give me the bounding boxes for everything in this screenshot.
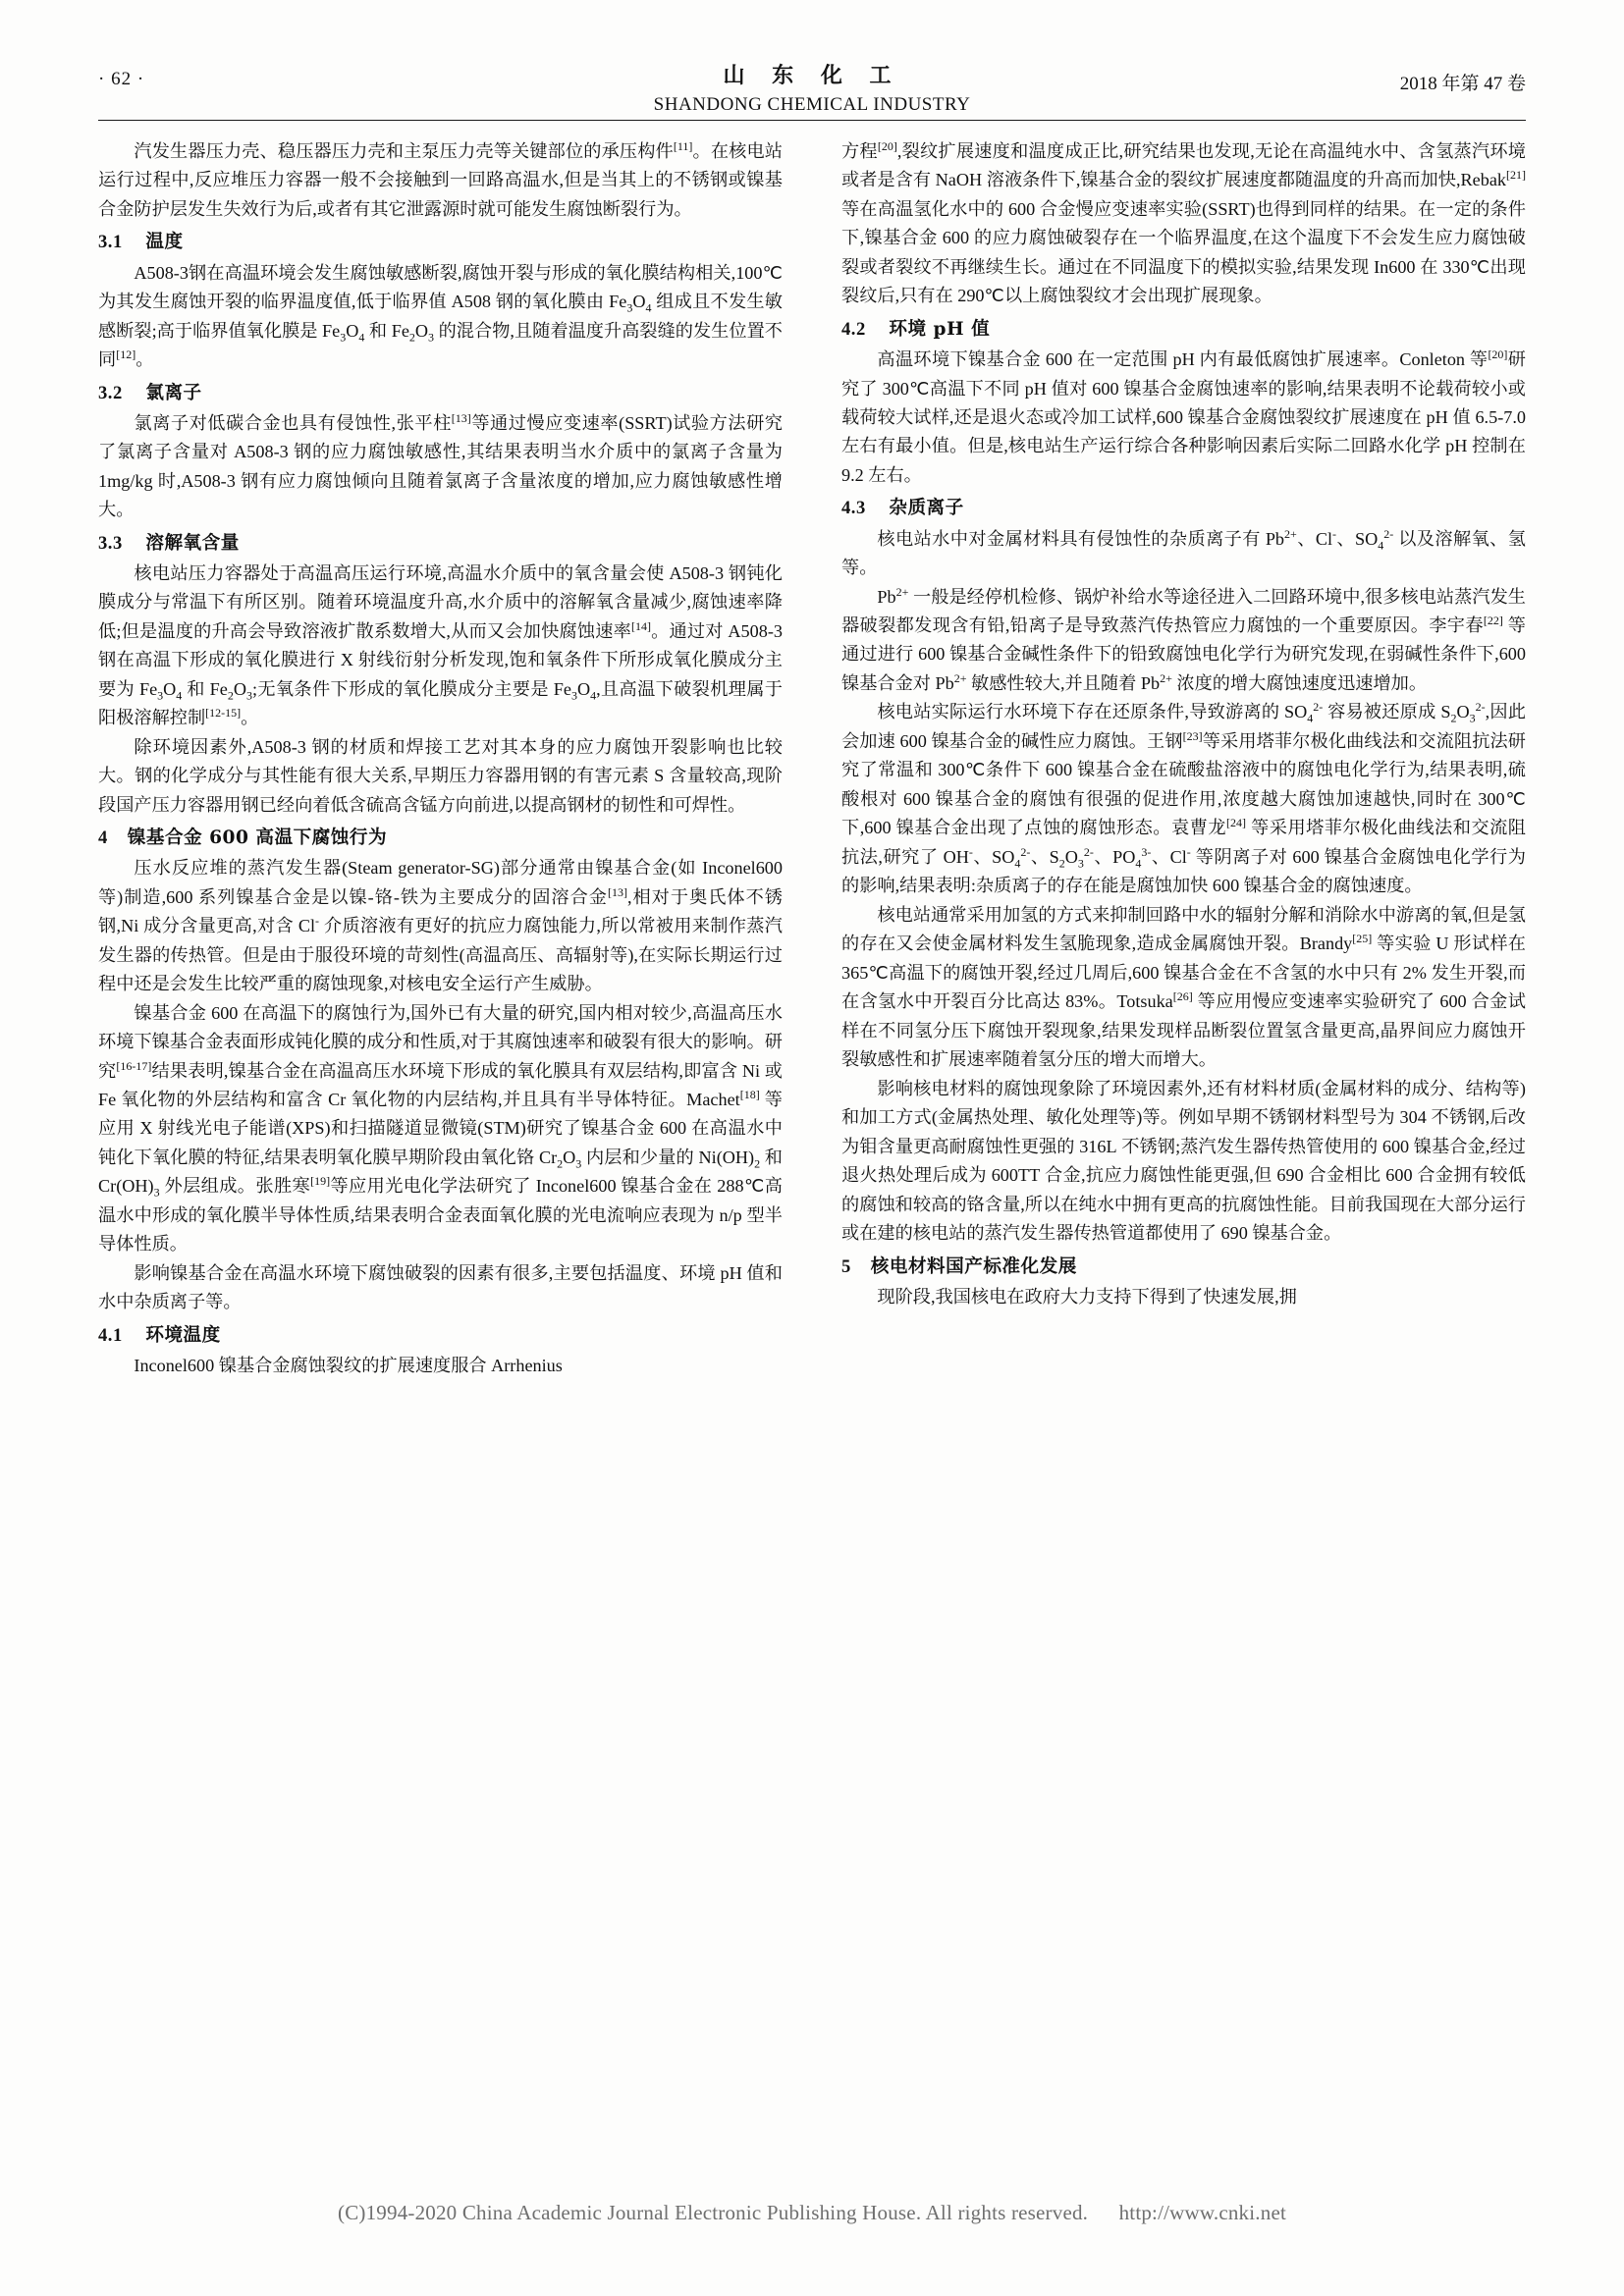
issue-label: 2018 年第 47 卷	[1399, 74, 1526, 94]
heading-4	[98, 824, 783, 853]
paragraph-4-3-d: 核电站通常采用加氢的方式来抑制回路中水的辐射分解和消除水中游离的氧,但是氢的存在又会使金属材料发生氢脆现象,造成金属腐蚀开裂。Brandy[25] 等实验 U 形试样在 365℃高温下的腐蚀开裂,经过几周后,600 镍基合金在不含氢的水中只有 2% 发生开裂,而在含氢水中开裂百分比高达 83%。Totsuka[26] 等应用慢应变速率实验研究了 600 合金试样在不同氢分压下腐蚀开裂现象,结果发现样品断裂位置氢含量更高,晶界间应力腐蚀开裂敏感性和扩展速率随着氢分压的增大而增大。	[841, 904, 1526, 1070]
heading-4-1-title: 环境温度	[145, 1324, 221, 1346]
heading-4-3	[841, 494, 1526, 523]
paragraph-3-2: 氯离子对低碳合金也具有侵蚀性,张平柱[13]等通过慢应变速率(SSRT)试验方法研究了氯离子含量对 A508-3 钢的应力腐蚀敏感性,其结果表明当水介质中的氯离子含量为 1mg/kg 时,A508-3 钢有应力腐蚀倾向且随着氯离子含量浓度的增加,应力腐蚀敏感性增大。	[98, 410, 783, 520]
heading-4-3-title: 杂质离子	[889, 498, 964, 519]
paragraph-3-3-a: 核电站压力容器处于高温高压运行环境,高温水介质中的氧含量会使 A508-3 钢钝化膜成分与常温下有所区别。随着环境温度升高,水介质中的溶解氧含量减少,腐蚀速率降低;但是温度的升高会导致溶液扩散系数增大,从而又会加快腐蚀速率[14]。通过对 A508-3 钢在高温下形成的氧化膜进行 X 射线衍射分析发现,饱和氧条件下所形成氧化膜成分主要为 $Fe_3O_4$ 和 $Fe_2O_3$;无氧条件下形成的氧化膜成分主要是 $Fe_3O_4$,且高温下破裂机理属于阳极溶解控制[12-15]。	[98, 562, 783, 728]
journal-title-cn: 山 东 化 工	[723, 63, 901, 88]
heading-3-2-number: 3.2	[98, 382, 123, 403]
paragraph-4-1-cont: 方程[20],裂纹扩展速度和温度成正比,研究结果也发现,无论在高温纯水中、含氢蒸汽环境或者是含有 NaOH 溶液条件下,镍基合金的裂纹扩展速度都随温度的升高而加快,Rebak[21] 等在高温氢化水中的 600 合金慢应变速率实验(SSRT)也得到同样的结果。在一定的条件下,镍基合金 600 的应力腐蚀破裂存在一个临界温度,在这个温度下不会发生应力腐蚀破裂或者裂纹不再继续生长。通过在不同温度下的模拟实验,结果发现 In600 在 330℃出现裂纹后,只有在 290℃以上腐蚀裂纹才会出现扩展现象。	[841, 138, 1526, 306]
page-header	[0, 59, 1624, 118]
heading-4-2-title: 环境 pH 值	[889, 318, 991, 340]
heading-4-2	[841, 315, 1526, 345]
paragraph-4-2: 高温环境下镍基合金 600 在一定范围 pH 内有最低腐蚀扩展速率。Conleton 等[20]研究了 300℃高温下不同 pH 值对 600 镍基合金腐蚀速率的影响,结果表明不论载荷较小或载荷较大试样,还是退火态或冷加工试样,600 镍基合金腐蚀裂纹扩展速度在 pH 值 6.5-7.0 左右有最小值。但是,核电站生产运行综合各种影响因素后实际二回路水化学 pH 控制在 9.2 左右。	[841, 347, 1526, 485]
paragraph-5: 现阶段,我国核电在政府大力支持下得到了快速发展,拥	[877, 1286, 1297, 1307]
right-column	[841, 137, 1526, 2119]
page-footer	[0, 2201, 1624, 2225]
heading-4-1-number: 4.1	[98, 1324, 123, 1346]
copyright-text: (C)1994-2020 China Academic Journal Electronic Publishing House. All rights reserved.	[338, 2201, 1089, 2224]
heading-4-3-number: 4.3	[841, 498, 866, 519]
paragraph-4-3-a: 核电站水中对金属材料具有侵蚀性的杂质离子有 $Pb^{2+}$、Cl-、$SO_4^{2-}$ 以及溶解氧、氢等。	[841, 526, 1526, 578]
heading-3-2-title: 氯离子	[145, 382, 202, 403]
heading-4-2-number: 4.2	[841, 318, 866, 340]
journal-title	[0, 59, 1624, 116]
paragraph-4-3-b: $Pb^{2+}$ 一般是经停机检修、锅炉补给水等途径进入二回路环境中,很多核电站蒸汽发生器破裂都发现含有铅,铅离子是导致蒸汽传热管应力腐蚀的一个重要原因。李宇春[22] 等通过进行 600 镍基合金碱性条件下的铅致腐蚀电化学行为研究发现,在弱碱性条件下,600 镍基合金对 $Pb^{2+}$ 敏感性较大,并且随着 $Pb^{2+}$ 浓度的增大腐蚀速度迅速增加。	[841, 584, 1526, 693]
heading-3-1-number: 3.1	[98, 232, 123, 253]
journal-title-en: SHANDONG CHEMICAL INDUSTRY	[653, 94, 971, 115]
heading-4-title: 镍基合金 600 高温下腐蚀行为	[127, 828, 388, 849]
paragraph-intro: 汽发生器压力壳、稳压器压力壳和主泵压力壳等关键部位的承压构件[11]。在核电站运行过程中,反应堆压力容器一般不会接触到一回路高温水,但是当其上的不锈钢或镍基合金防护层发生失效行为后,或者有其它泄露源时就可能发生腐蚀断裂行为。	[98, 138, 783, 219]
heading-5	[841, 1253, 1526, 1282]
heading-3-3	[98, 529, 783, 559]
page-number: · 62 ·	[98, 69, 145, 89]
heading-3-1-title: 温度	[145, 232, 184, 253]
heading-5-title: 核电材料国产标准化发展	[870, 1255, 1077, 1277]
heading-3-3-title: 溶解氧含量	[145, 532, 240, 554]
paragraph-4-3-e: 影响核电材料的腐蚀现象除了环境因素外,还有材料材质(金属材料的成分、结构等)和加工方式(金属热处理、敏化处理等)等。例如早期不锈钢材料型号为 304 不锈钢,后改为钼含量更高耐腐蚀性更强的 316L 不锈钢;蒸汽发生器传热管使用的 600 镍基合金,经过退火热处理后成为 600TT 合金,抗应力腐蚀性能更强,但 690 合金相比 600 合金拥有较低的腐蚀和较高的铬含量,所以在纯水中拥有更高的抗腐蚀性能。目前我国现在大部分运行或在建的核电站的蒸汽发生器传热管道都使用了 690 镍基合金。	[841, 1078, 1526, 1244]
heading-3-1	[98, 228, 783, 257]
cnki-url[interactable]: http://www.cnki.net	[1118, 2201, 1286, 2224]
paragraph-4-c: 影响镍基合金在高温水环境下腐蚀破裂的因素有很多,主要包括温度、环境 pH 值和水中杂质离子等。	[98, 1262, 783, 1312]
heading-4-1	[98, 1321, 783, 1351]
paragraph-4-a: 压水反应堆的蒸汽发生器(Steam generator-SG)部分通常由镍基合金(如 Inconel600 等)制造,600 系列镍基合金是以镍-铬-铁为主要成分的固溶合金[13],相对于奥氏体不锈钢,Ni 成分含量更高,对含 Cl- 介质溶液有更好的抗应力腐蚀能力,所以常被用来制作蒸汽发生器的传热管。但是由于服役环境的苛刻性(高温高压、高辐射等),在实际长期运行过程中还是会发生比较严重的腐蚀现象,对核电安全运行产生威胁。	[98, 858, 783, 994]
paragraph-3-1: A508-3钢在高温环境会发生腐蚀敏感断裂,腐蚀开裂与形成的氧化膜结构相关,100℃为其发生腐蚀开裂的临界温度值,低于临界值 A508 钢的氧化膜由 $Fe_3O_4$ 组成且不发生敏感断裂;高于临界值氧化膜是 $Fe_3O_4$ 和 $Fe_2O_3$ 的混合物,且随着温度升高裂缝的发生位置不同[12]。	[98, 262, 783, 370]
heading-4-number: 4	[98, 828, 108, 849]
header-divider	[98, 120, 1526, 121]
paragraph-4-1-start: Inconel600 镍基合金腐蚀裂纹的扩展速度服合 Arrhenius	[134, 1355, 563, 1375]
heading-5-number: 5	[841, 1255, 851, 1277]
paragraph-4-b: 镍基合金 600 在高温下的腐蚀行为,国外已有大量的研究,国内相对较少,高温高压水环境下镍基合金表面形成钝化膜的成分和性质,对于其腐蚀速率和破裂有很大的影响。研究[16-17]结果表明,镍基合金在高温高压水环境下形成的氧化膜具有双层结构,即富含 Ni 或 Fe 氧化物的外层结构和富含 Cr 氧化物的内层结构,并且具有半导体特征。Machet[18] 等应用 X 射线光电子能谱(XPS)和扫描隧道显微镜(STM)研究了镍基合金 600 在高温水中钝化下氧化膜的特征,结果表明氧化膜早期阶段由氧化铬 $Cr_2O_3$ 内层和少量的 $Ni(OH)_2$ 和 $Cr(OH)_3$ 外层组成。张胜寒[19]等应用光电化学法研究了 Inconel600 镍基合金在 288℃高温水中形成的氧化膜半导体性质,结果表明合金表面氧化膜的光电流响应表现为 n/p 型半导体性质。	[98, 1002, 783, 1255]
left-column	[98, 137, 783, 2119]
paragraph-4-3-c: 核电站实际运行水环境下存在还原条件,导致游离的 $SO_4^{2-}$ 容易被还原成 $S_2O_3^{2-}$,因此会加速 600 镍基合金的碱性应力腐蚀。王钢[23]等采用塔菲尔极化曲线法和交流阻抗法研究了常温和 300℃条件下 600 镍基合金在硫酸盐溶液中的腐蚀电化学行为,结果表明,硫酸根对 600 镍基合金的腐蚀有很强的促进作用,浓度越大腐蚀加速越快,同时在 300℃下,600 镍基合金出现了点蚀的腐蚀形态。袁曹龙[24] 等采用塔菲尔极化曲线法和交流阻抗法,研究了 OH-、$SO_4^{2-}$、$S_2O_3^{2-}$、$PO_4^{3-}$、Cl- 等阴离子对 600 镍基合金腐蚀电化学行为的影响,结果表明:杂质离子的存在能是腐蚀加快 600 镍基合金的腐蚀速度。	[841, 700, 1526, 896]
paragraph-3-3-b: 除环境因素外,A508-3 钢的材质和焊接工艺对其本身的应力腐蚀开裂影响也比较大。钢的化学成分与其性能有很大关系,早期压力容器用钢的有害元素 S 含量较高,现阶段国产压力容器用钢已经向着低含硫高含锰方向前进,以提高钢材的韧性和可焊性。	[98, 736, 783, 815]
article-columns	[98, 137, 1526, 2119]
heading-3-2	[98, 379, 783, 408]
heading-3-3-number: 3.3	[98, 532, 123, 554]
